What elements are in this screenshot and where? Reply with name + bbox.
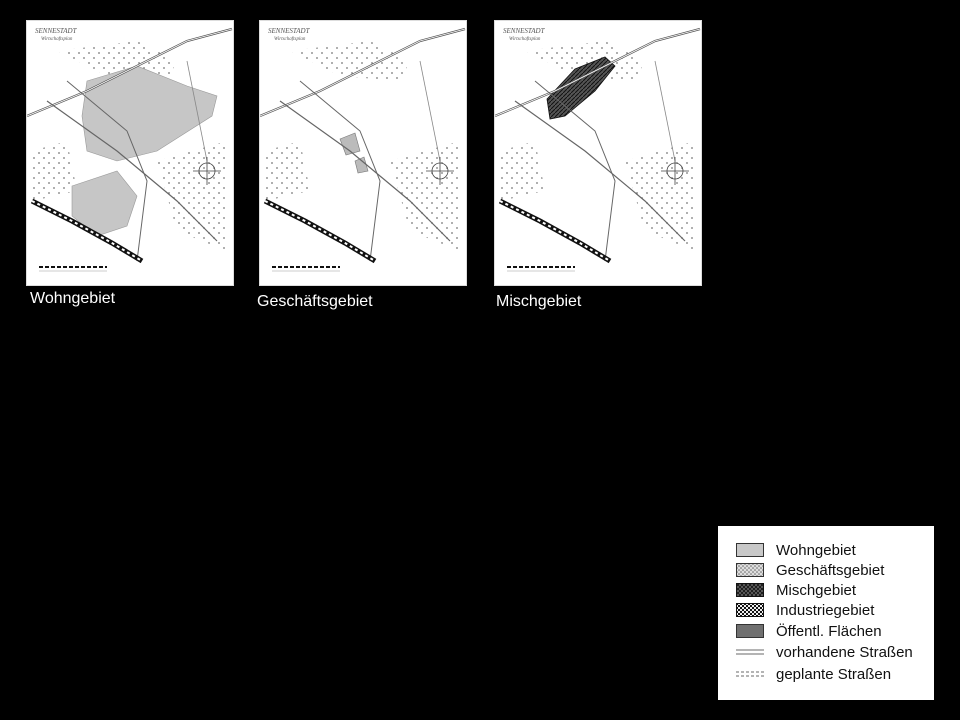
- legend-label: Wohngebiet: [776, 541, 856, 559]
- map-subtitle: Wirtschaftsplan: [274, 37, 306, 42]
- legend-item-vorhandene-strassen: [736, 642, 913, 662]
- forest-area: [625, 141, 695, 251]
- legend-item-oeffentl-flaechen: [736, 621, 882, 641]
- caption-wohngebiet: Wohngebiet: [30, 290, 116, 307]
- legend-item-geplante-strassen: [736, 664, 891, 684]
- wohngebiet-area: [82, 66, 217, 161]
- forest-area: [265, 141, 310, 201]
- map-mischgebiet: [494, 20, 702, 286]
- legend-label: vorhandene Straßen: [776, 643, 913, 661]
- road: [655, 61, 675, 161]
- map-drawing: [495, 21, 701, 285]
- existing-road-line-icon: [736, 645, 764, 659]
- legend-label: Geschäftsgebiet: [776, 561, 885, 579]
- map-drawing: [27, 21, 233, 285]
- map-title: SENNESTADT: [268, 27, 310, 35]
- forest-area: [500, 141, 545, 201]
- legend-item-wohngebiet: [736, 540, 856, 560]
- map-wohngebiet: [26, 20, 234, 286]
- legend-label: geplante Straßen: [776, 665, 892, 683]
- map-subtitle: Wirtschaftsplan: [509, 37, 541, 42]
- map-subtitle: Wirtschaftsplan: [41, 37, 73, 42]
- geschaeftsgebiet-swatch-icon: [736, 563, 764, 577]
- forest-area: [32, 141, 77, 201]
- legend-label: Industriegebiet: [776, 601, 875, 619]
- map-geschaeftsgebiet: [259, 20, 467, 286]
- wohngebiet-swatch-icon: [736, 543, 764, 557]
- caption-mischgebiet: Mischgebiet: [496, 293, 582, 310]
- forest-area: [157, 141, 227, 251]
- road: [420, 61, 440, 161]
- planned-road-line-icon: [736, 667, 764, 681]
- map-title: SENNESTADT: [35, 27, 77, 35]
- legend-item-geschaeftsgebiet: [736, 560, 884, 580]
- oeffentl-flaechen-swatch-icon: [736, 624, 764, 638]
- legend-item-mischgebiet: [736, 580, 856, 600]
- legend-label: Öffentl. Flächen: [776, 622, 882, 640]
- map-title: SENNESTADT: [503, 27, 545, 35]
- map-legend: [718, 526, 934, 700]
- caption-geschaeftsgebiet: Geschäftsgebiet: [257, 293, 373, 310]
- map-drawing: [260, 21, 466, 285]
- legend-label: Mischgebiet: [776, 581, 857, 599]
- legend-item-industriegebiet: [736, 600, 874, 620]
- forest-area: [390, 141, 460, 251]
- mischgebiet-swatch-icon: [736, 583, 764, 597]
- industriegebiet-swatch-icon: [736, 603, 764, 617]
